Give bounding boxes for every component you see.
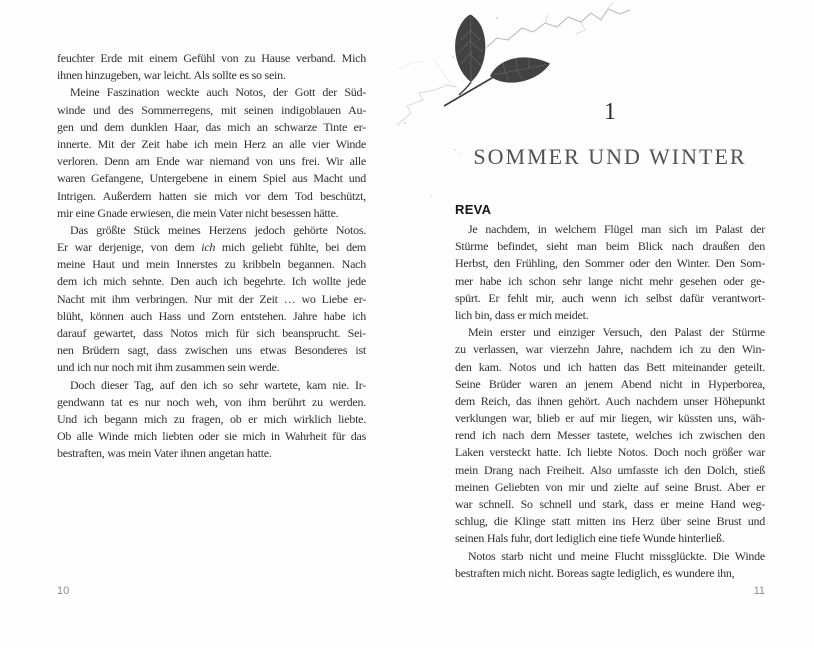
text-line: Ob alle Winde mich liebten oder sie mich in Wahrheit für das (57, 429, 366, 444)
text-line: Nacht mit ihm verbringen. Nur mit der Zeit … wo Liebe er- (57, 291, 366, 306)
text-line: dem ich mich sehnte. Den auch ich begehrte. Ich wollte jede (57, 274, 366, 289)
text-line: Notos starb nicht und meine Flucht missglückte. Die Winde (468, 548, 765, 563)
text-line: innerte. Mit der Zeit habe ich mein Herz an alle vier Winde (57, 136, 366, 151)
text-line: Mein erster und einziger Versuch, den Palast der Stürme (468, 325, 765, 340)
paragraph (57, 84, 366, 222)
text-line: bestraften, was mein Vater ihnen angetan hatte. (57, 446, 272, 461)
text-line: lich bin, dass er mich meidet. (455, 307, 589, 322)
text-line: Seine Brüder waren an jenem Abend nicht in Hyperborea, (455, 376, 765, 391)
text-line: meine Haut und mein Innerstes zu kribbeln begannen. Nach (57, 257, 366, 272)
text-line: Intrigen. Außerdem hatten sie mich vor dem Tod beschützt, (57, 188, 366, 203)
text-line: schlug, die Klinge statt mitten ins Herz über seine Brust und (455, 514, 765, 529)
text-line: Und ich begann mich zu fragen, ob er mich wirklich liebte. (57, 411, 366, 426)
paragraph (57, 222, 366, 377)
text-line: verklungen war, blieb er auf mir liegen, wir küssten uns, wäh- (455, 411, 765, 426)
chapter-number: 1 (604, 99, 616, 125)
text-line: mir eine Gnade erwiesen, die mein Vater nicht besessen hätte. (57, 205, 339, 220)
text-line: zu verlassen, war vierzehn Jahre, nachdem ich zu den Win- (455, 342, 765, 357)
text-line: winde und des Sommerregens, mit seinen indigoblauen Au- (57, 102, 366, 117)
text-line: Je nachdem, in welchem Flügel man sich im Palast der (468, 222, 765, 236)
text-line: den kam. Notos und ich hatten das Bett miteinander geteilt. (455, 359, 765, 374)
chapter-title: SOMMER UND WINTER (473, 144, 747, 169)
page-number-left: 10 (57, 585, 70, 597)
paragraph (455, 548, 765, 582)
paragraph (455, 221, 765, 324)
text-line: Meine Faszination weckte auch Notos, der Gott der Süd- (70, 85, 366, 100)
text-line: Laken versteckt hatte. Ich liebte Notos. Doch noch größer war (455, 445, 765, 460)
text-line: Er war derjenige, von dem ich mich geliebt fühlte, bei dem (57, 240, 366, 255)
text-line: spürt. Er fehlt mir, auch wenn ich selbst dafür verantwort- (455, 290, 765, 305)
text-line: mer habe ich schon sehr lange nicht mehr gesehen oder ge- (455, 273, 765, 288)
text-line: feuchter Erde mit einem Gefühl von zu Hause verband. Mich (57, 51, 366, 65)
text-line: ihnen hinzugeben, war leicht. Als sollte es so sein. (57, 68, 286, 83)
text-line: war schnell. So schnell und stark, dass er meine Hand weg- (455, 497, 765, 511)
text-line: mein Drang nach Freiheit. Also umfasste ich den Dolch, stieß (455, 462, 765, 477)
text-line: Herbst, den Frühling, den Sommer oder den Winter. Den Som- (455, 256, 765, 271)
text-line: meinen Geliebten von mir und zielte auf seine Brust. Aber er (455, 479, 765, 494)
section-label-reva: REVA (455, 202, 492, 217)
paragraph (57, 50, 366, 84)
left-body-text (57, 50, 366, 463)
text-line: und ich nur noch mit ihm zusammen sein werde. (57, 360, 280, 375)
text-line: waren Gefangene, Untergebene in einem Spiel aus Macht und (57, 171, 366, 186)
text-line: rend ich nach dem Messer tastete, welches ich zwischen den (455, 428, 765, 443)
text-line: dem Reich, das ihnen gehört. Auch nachdem unser Höhepunkt (455, 393, 765, 408)
text-line: Doch dieser Tag, auf den ich so sehr wartete, kam nie. Ir- (70, 377, 366, 392)
text-line: gendwann tat es nur noch weh, von ihm berührt zu werden. (57, 394, 366, 409)
text-line: bestraften mich nicht. Boreas sagte lediglich, es wundere ihn, (455, 565, 735, 580)
text-line: darauf gewartet, dass Notos mich für sich beansprucht. Sei- (57, 326, 366, 340)
text-line: nen Brüdern sagt, dass zwischen uns etwas Besonderes ist (57, 343, 366, 358)
text-line: Das größte Stück meines Herzens jedoch gehörte Notos. (70, 222, 366, 237)
text-line: seinen Hals fuhr, dort lediglich eine tiefe Wunde hinterließ. (455, 531, 725, 546)
paragraph (455, 324, 765, 547)
text-line: blüht, können auch Hass und Zorn entstehen. Jahre habe ich (57, 308, 366, 323)
paragraph (57, 377, 366, 463)
text-line: gen und dem dunklen Haar, das mich an schwarze Tinte er- (57, 119, 366, 134)
text-line: Stürme befindet, sieht man beim Blick nach draußen den (455, 239, 765, 254)
right-body-text (455, 221, 765, 582)
page-number-right: 11 (753, 585, 765, 597)
text-line: verloren. Denn am Ende war niemand von uns frei. Wir alle (57, 154, 366, 169)
